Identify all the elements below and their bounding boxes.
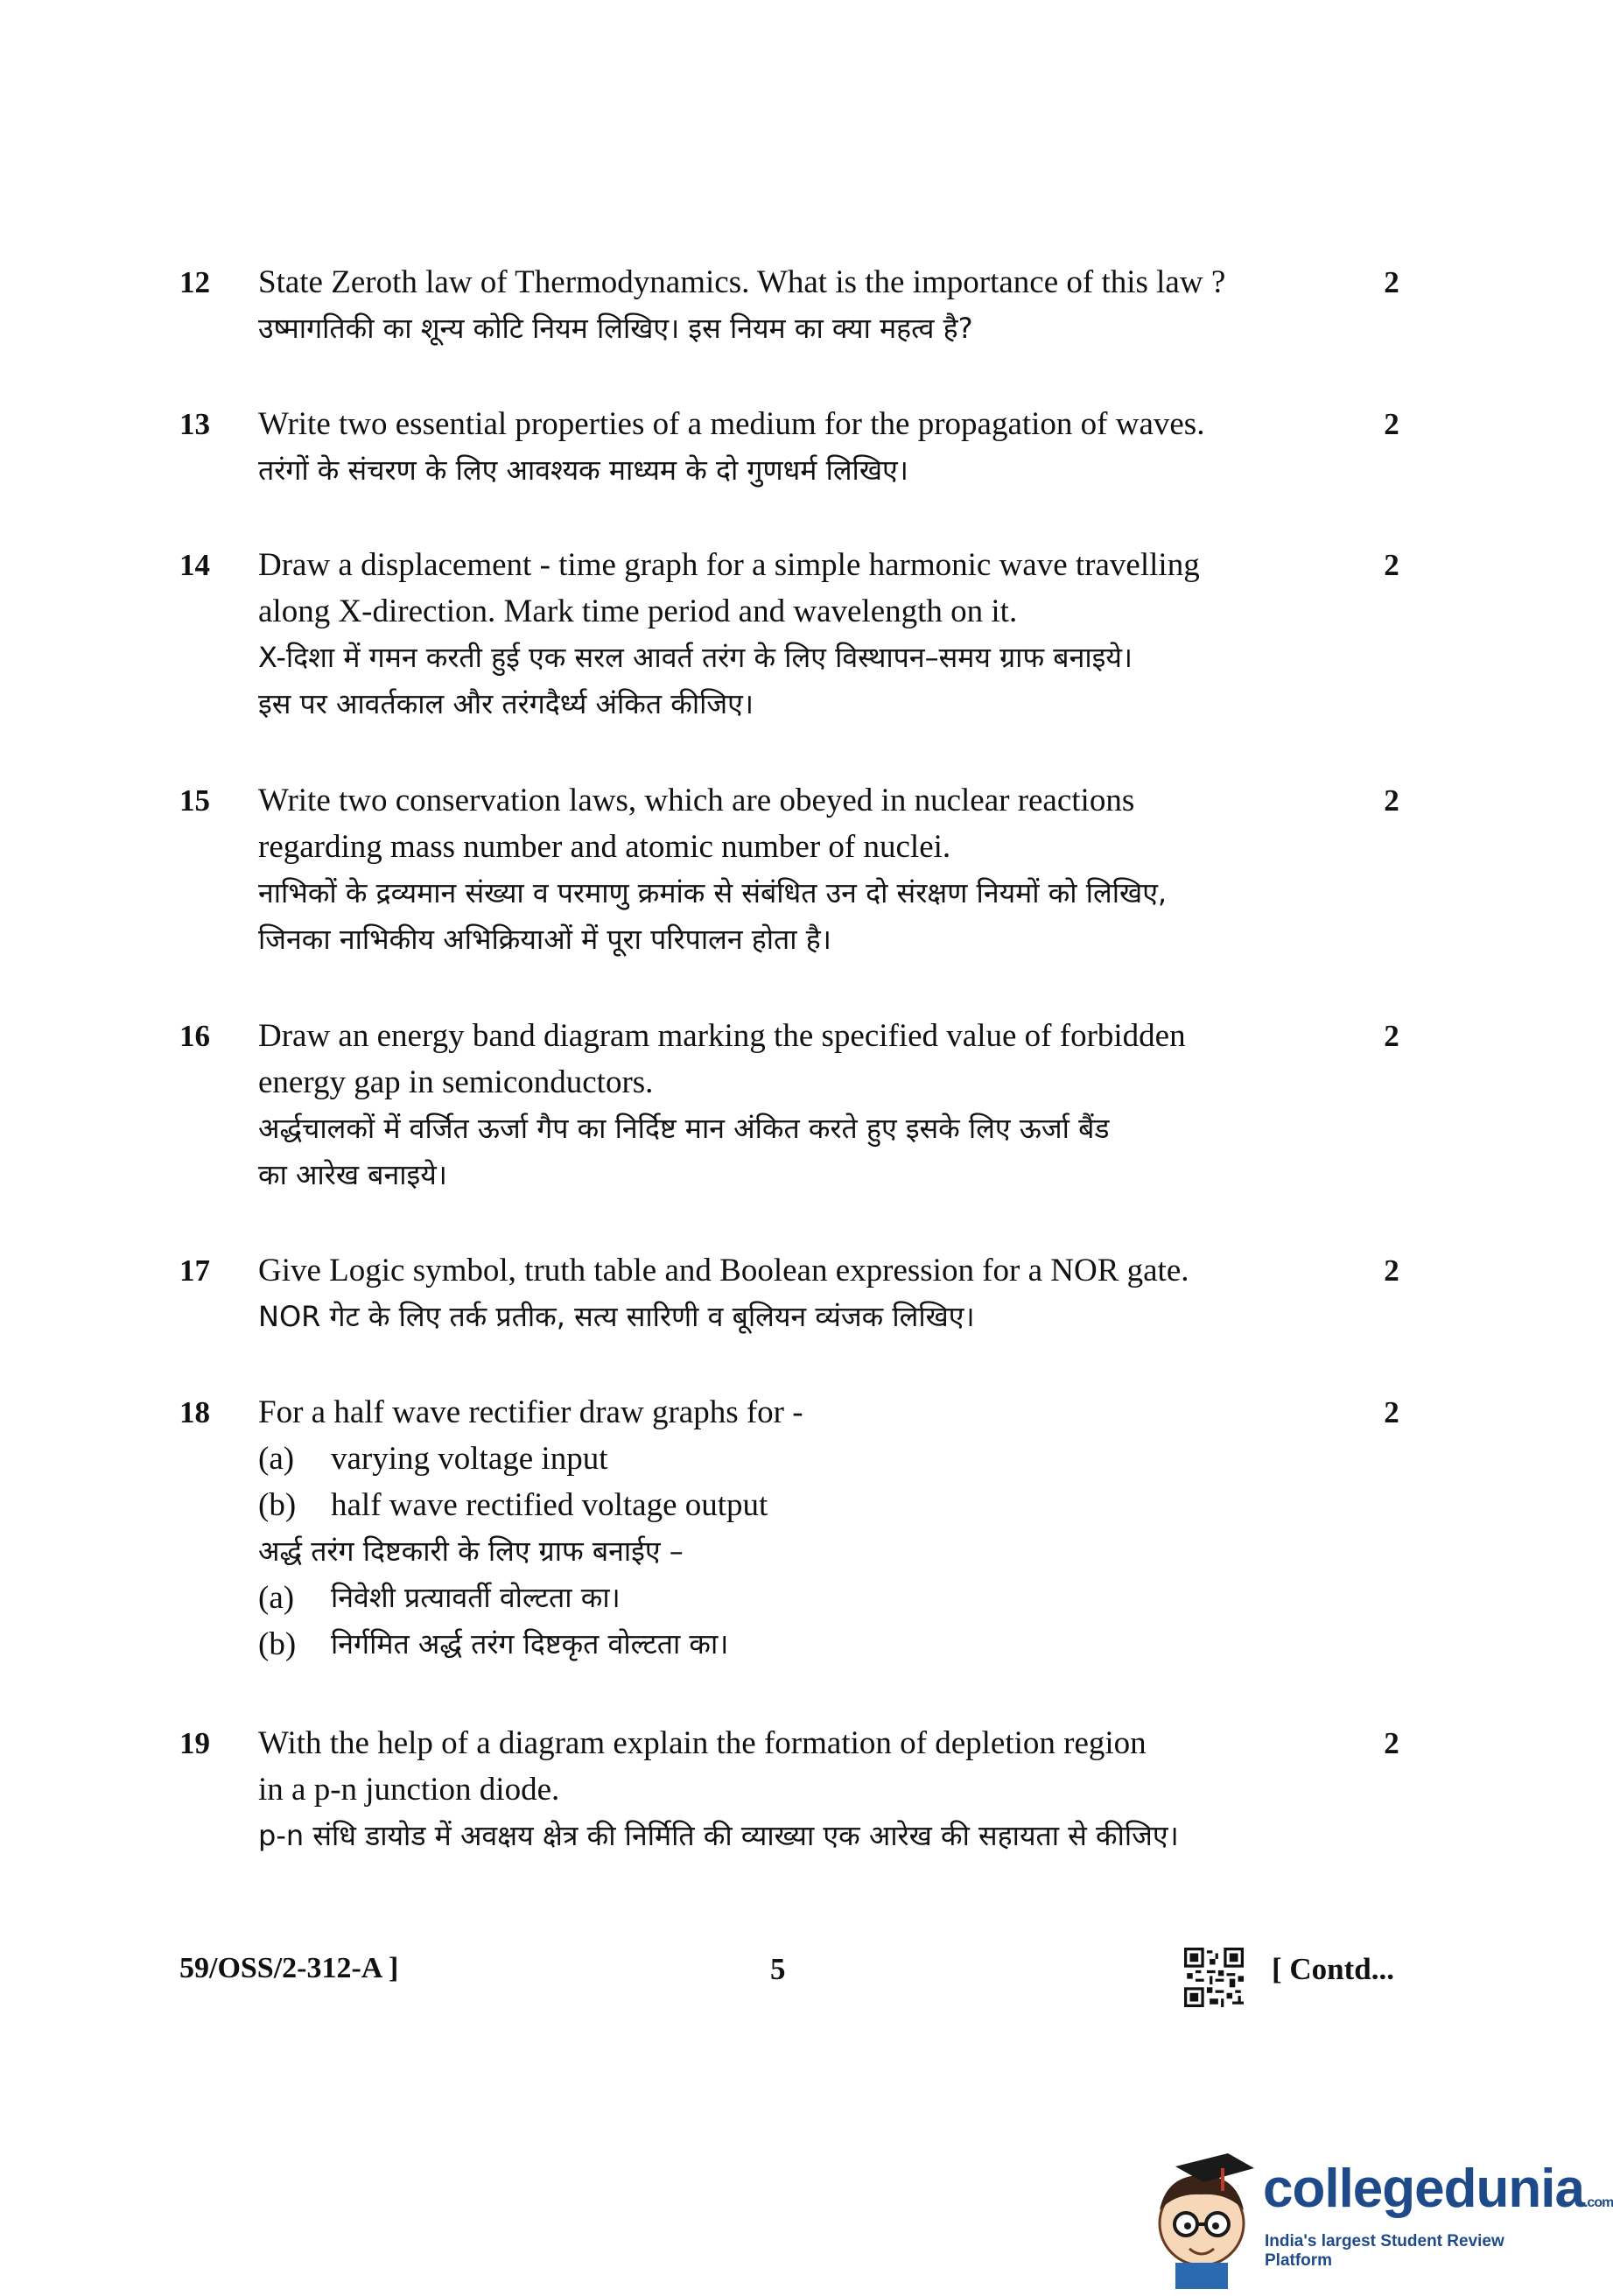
continued-label: [ Contd...	[1272, 1952, 1395, 1986]
question-text-english: For a half wave rectifier draw graphs for -	[258, 1394, 803, 1430]
question-text-english: energy gap in semiconductors.	[258, 1064, 654, 1100]
question-text-english: With the help of a diagram explain the formation of depletion region	[258, 1725, 1147, 1761]
question-text-english: Draw a displacement - time graph for a simple harmonic wave travelling	[258, 547, 1200, 583]
question-body	[258, 401, 1348, 494]
question-marks: 2	[1384, 407, 1399, 441]
question-text-hindi: नाभिकों के द्रव्यमान संख्या व परमाणु क्रमांक से संबंधित उन दो संरक्षण नियमों को लिखिए,	[258, 876, 1168, 909]
question-number: 16	[179, 1019, 210, 1053]
question-text-english: along X-direction. Mark time period and wavelength on it.	[258, 593, 1018, 629]
question-number: 13	[179, 407, 210, 441]
question-marks: 2	[1384, 1726, 1399, 1760]
question-marks: 2	[1384, 1395, 1399, 1429]
sub-part-text: निर्गमित अर्द्ध तरंग दिष्टकृत वोल्टता का।	[331, 1627, 729, 1661]
question-body	[258, 1389, 1348, 1668]
page-number: 5	[770, 1952, 786, 1986]
sub-part-text: half wave rectified voltage output	[331, 1487, 768, 1523]
question-text-hindi: अर्द्ध तरंग दिष्टकारी के लिए ग्राफ बनाईए –	[258, 1534, 684, 1568]
question-marks: 2	[1384, 1019, 1399, 1053]
sub-part-text: varying voltage input	[331, 1441, 608, 1477]
sub-part	[258, 1575, 1348, 1621]
question-text-hindi: X-दिशा में गमन करती हुई एक सरल आवर्त तरंग के लिए विस्थापन–समय ग्राफ बनाइये।	[258, 641, 1133, 674]
question-body	[258, 542, 1348, 727]
question-marks: 2	[1384, 783, 1399, 818]
question-text-english: regarding mass number and atomic number of nuclei.	[258, 829, 951, 865]
sub-part-label: (a)	[258, 1580, 295, 1616]
question-text-english: in a p-n junction diode.	[258, 1772, 560, 1808]
question-body	[258, 1247, 1348, 1340]
question-text-hindi: p-n संधि डायोड में अवक्षय क्षेत्र की निर्मिति की व्याख्या एक आरेख की सहायता से कीजिए।	[258, 1819, 1179, 1852]
question-body	[258, 1013, 1348, 1198]
question-text-english: Write two conservation laws, which are obeyed in nuclear reactions	[258, 783, 1135, 818]
sub-part-label: (a)	[258, 1441, 295, 1477]
collegedunia-logo	[1140, 2140, 1613, 2289]
sub-part	[258, 1621, 1348, 1668]
question-number: 17	[179, 1253, 210, 1288]
question-number: 19	[179, 1726, 210, 1760]
paper-code: 59/OSS/2-312-A ]	[179, 1952, 399, 1984]
sub-part-label: (b)	[258, 1626, 297, 1662]
sub-part	[258, 1482, 1348, 1528]
qr-code-icon	[1184, 1948, 1244, 2007]
question-text-hindi: तरंगों के संचरण के लिए आवश्यक माध्यम के दो गुणधर्म लिखिए।	[258, 453, 908, 487]
question-number: 15	[179, 783, 210, 818]
question-body	[258, 1720, 1348, 1859]
question-number: 12	[179, 265, 210, 299]
sub-part	[258, 1436, 1348, 1482]
brand-tagline: India's largest Student Review Platform	[1265, 2232, 1504, 2270]
question-text-english: Draw an energy band diagram marking the specified value of forbidden	[258, 1018, 1186, 1054]
question-body	[258, 259, 1348, 352]
question-text-english: Give Logic symbol, truth table and Boolean expression for a NOR gate.	[258, 1253, 1189, 1288]
question-number: 18	[179, 1395, 210, 1429]
question-text-hindi: का आरेख बनाइये।	[258, 1158, 447, 1191]
question-body	[258, 777, 1348, 963]
question-marks: 2	[1384, 548, 1399, 582]
mascot-icon	[1140, 2140, 1263, 2289]
sub-part-text: निवेशी प्रत्यावर्ती वोल्टता का।	[331, 1581, 621, 1614]
question-marks: 2	[1384, 265, 1399, 299]
question-text-english: State Zeroth law of Thermodynamics. What is the importance of this law ?	[258, 264, 1226, 300]
question-text-hindi: उष्मागतिकी का शून्य कोटि नियम लिखिए। इस नियम का क्या महत्व है?	[258, 312, 973, 345]
question-marks: 2	[1384, 1253, 1399, 1288]
question-text-hindi: अर्द्धचालकों में वर्जित ऊर्जा गैप का निर्दिष्ट मान अंकित करते हुए इसके लिए ऊर्जा बैंड	[258, 1112, 1110, 1145]
question-text-hindi: NOR गेट के लिए तर्क प्रतीक, सत्य सारिणी व बूलियन व्यंजक लिखिए।	[258, 1300, 975, 1333]
question-number: 14	[179, 548, 210, 582]
brand-name: collegedunia.com	[1263, 2159, 1613, 2219]
sub-part-label: (b)	[258, 1487, 297, 1523]
question-text-hindi: जिनका नाभिकीय अभिक्रियाओं में पूरा परिपालन होता है।	[258, 923, 831, 956]
question-text-english: Write two essential properties of a medium for the propagation of waves.	[258, 406, 1205, 442]
question-text-hindi: इस पर आवर्तकाल और तरंगदैर्ध्य अंकित कीजिए।	[258, 687, 754, 720]
